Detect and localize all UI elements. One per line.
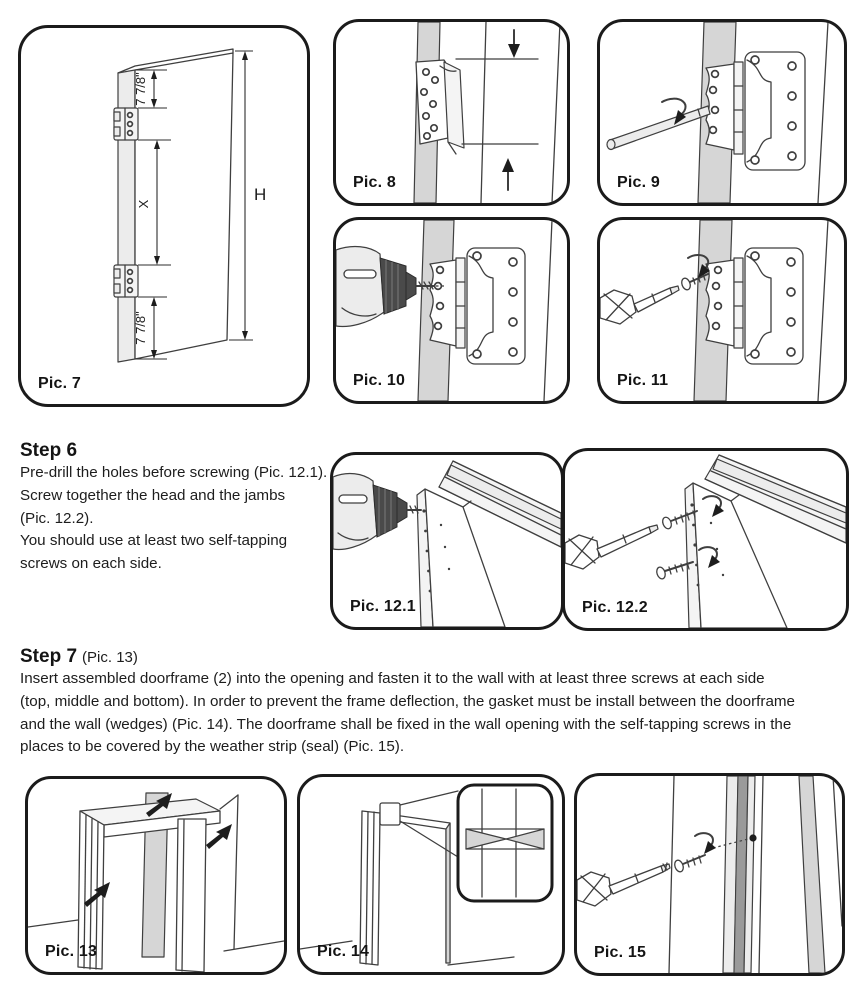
marking-pen <box>607 106 710 150</box>
door-dimensions-illustration <box>21 28 307 404</box>
panel-pic13 <box>25 776 287 975</box>
frame-strips <box>723 776 842 973</box>
panel-pic12-2 <box>562 448 849 631</box>
rotation-arrow <box>695 833 716 854</box>
step6-heading: Step 6 <box>20 440 78 461</box>
step7-heading: Step 7 <box>20 646 78 667</box>
doorframe <box>360 811 450 965</box>
panel-label: Pic. 14 <box>317 943 370 960</box>
step6-section <box>20 440 342 576</box>
panel-label: Pic. 11 <box>617 372 669 389</box>
panel-pic15 <box>574 773 845 976</box>
panel-pic9 <box>597 19 847 206</box>
panel-label: Pic. 13 <box>45 943 98 960</box>
step6-line: You should use at least two self-tapping <box>20 532 288 550</box>
panel-pic10 <box>333 217 570 404</box>
screw-hole-dot <box>749 834 756 841</box>
panel-pic11 <box>597 217 847 404</box>
panel-label: Pic. 12.2 <box>582 599 648 616</box>
step7-body <box>20 668 846 759</box>
panel-pic7 <box>18 25 310 407</box>
screw <box>673 855 705 873</box>
step6-body <box>20 462 342 576</box>
panel-pic8 <box>333 19 570 206</box>
screwdriver <box>600 286 679 324</box>
power-drill <box>333 474 421 550</box>
step7-line: Insert assembled doorframe (2) into the opening and fasten it to the wall with at least three screws at each side <box>20 670 765 687</box>
panel-label: Pic. 15 <box>594 944 647 961</box>
step7-line: (top, middle and bottom). In order to prevent the frame deflection, the gasket must be install between the doorframe <box>20 692 795 710</box>
wedge-detail-inset <box>458 785 552 901</box>
panel-pic14 <box>297 774 565 975</box>
step6-line: Screw together the head and the jambs <box>20 486 286 504</box>
panel-label: Pic. 10 <box>353 372 406 389</box>
screwdriver <box>565 525 658 569</box>
svg-text:X: X <box>136 199 151 209</box>
step7-section <box>20 646 846 759</box>
panel-label: Pic. 7 <box>38 375 82 392</box>
svg-text:H: H <box>254 185 267 204</box>
hinge-top <box>114 108 138 140</box>
svg-text:7 7/8": 7 7/8" <box>133 311 148 345</box>
svg-text:7 7/8": 7 7/8" <box>133 72 148 106</box>
step7-heading-note: (Pic. 13) <box>82 649 138 666</box>
panel-pic12-1 <box>330 452 564 630</box>
screwdriver <box>577 863 670 906</box>
panel-label: Pic. 12.1 <box>350 598 416 615</box>
step6-line: Pre-drill the holes before screwing (Pic. 12.1). <box>20 464 328 481</box>
step6-line: screws on each side. <box>20 555 162 573</box>
lower-alignment-arrow <box>462 144 538 190</box>
upper-alignment-arrow <box>456 30 538 59</box>
step6-line: (Pic. 12.2). <box>20 509 94 527</box>
step7-line: places to be covered by the weather strip (seal) (Pic. 15). <box>20 738 405 756</box>
step7-line: and the wall (wedges) (Pic. 14). The doorframe shall be fixed in the wall opening with the self-tapping screws in the <box>20 715 792 733</box>
panel-label: Pic. 9 <box>617 174 661 191</box>
hinge-bottom <box>114 265 138 297</box>
hinge <box>416 60 464 154</box>
panel-label: Pic. 8 <box>353 174 397 191</box>
dimension-height <box>242 51 266 340</box>
